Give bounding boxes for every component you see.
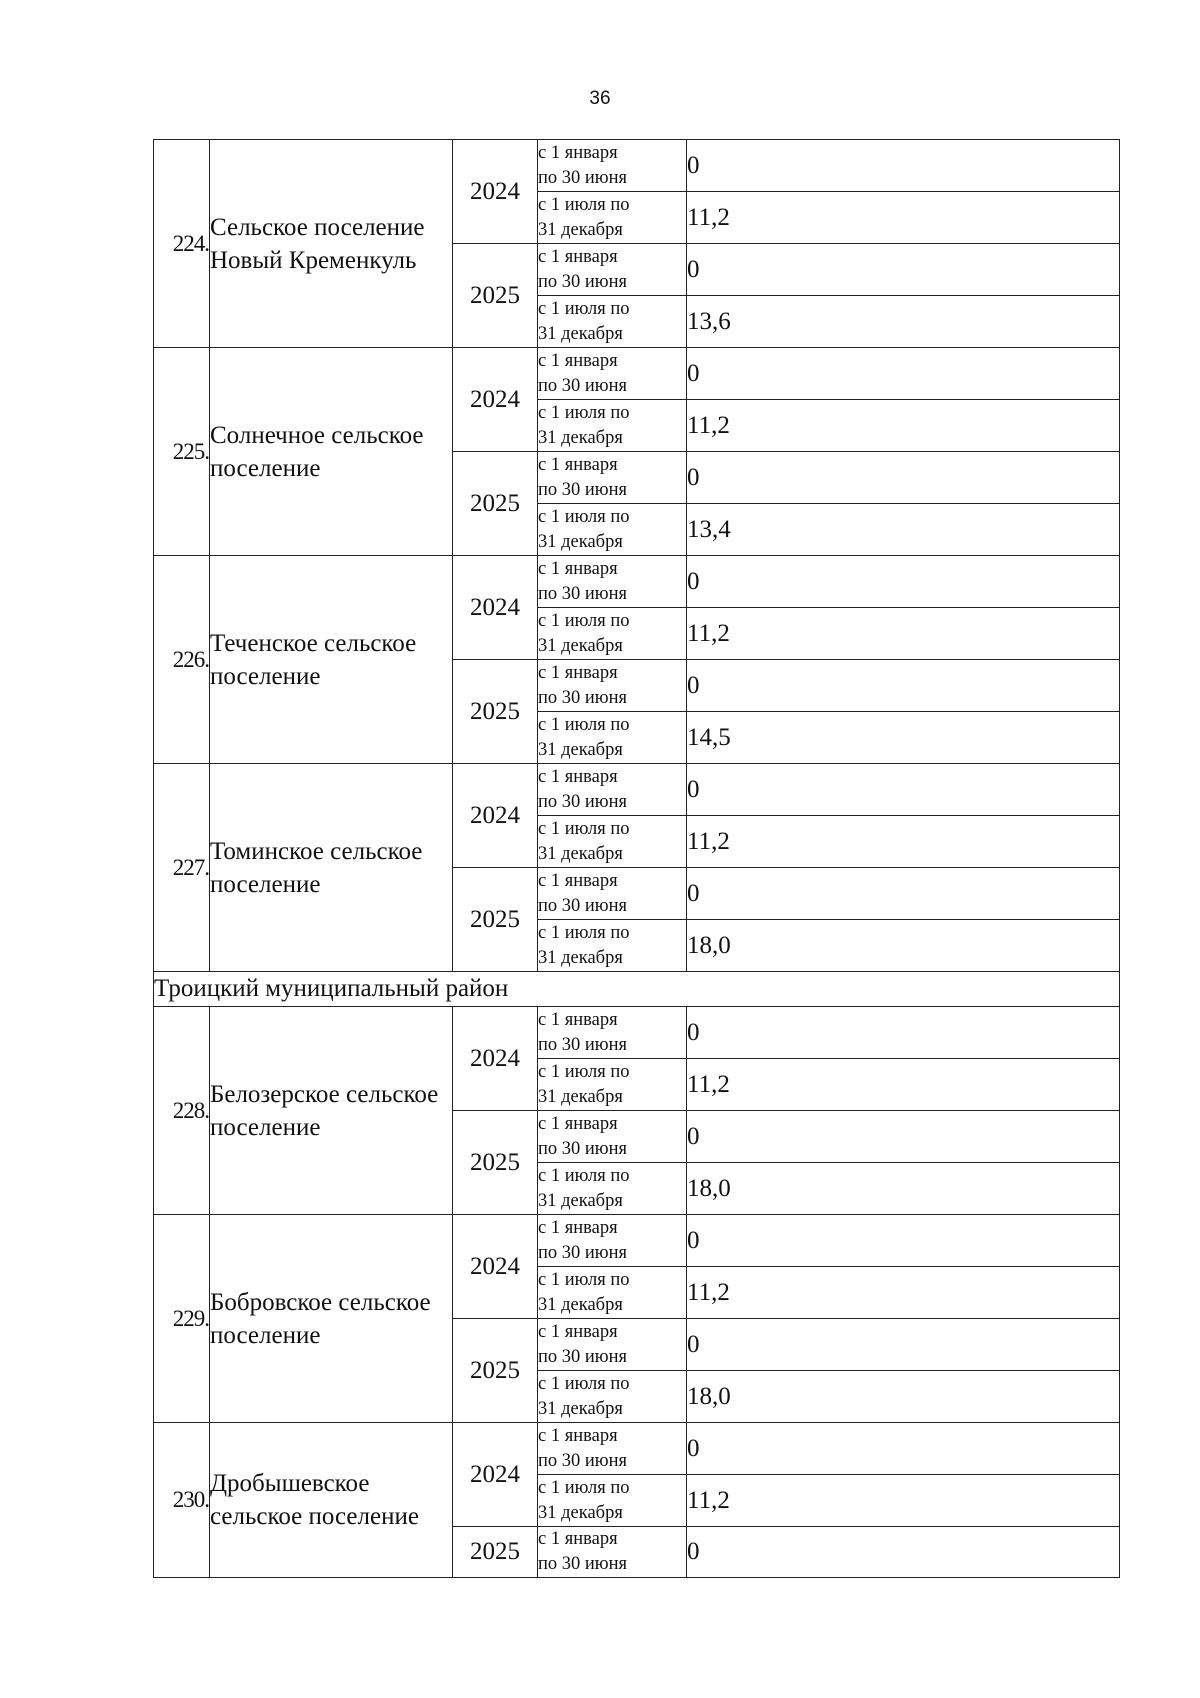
period-cell <box>538 868 687 920</box>
period-label: с 1 января по 30 июня <box>538 870 628 916</box>
year-cell: 2024 <box>453 1423 538 1527</box>
period-label: с 1 июля по 31 декабря <box>538 1477 630 1523</box>
year-cell: 2025 <box>453 452 538 556</box>
period-cell <box>538 1267 687 1319</box>
district-heading: Троицкий муниципальный район <box>154 972 1120 1007</box>
value-cell: 0 <box>687 1423 1120 1475</box>
year-cell: 2025 <box>453 1111 538 1215</box>
period-label: с 1 января по 30 июня <box>538 1113 628 1159</box>
settlement-name: Бобровское сельское поселение <box>210 1215 453 1423</box>
period-cell <box>538 764 687 816</box>
value-cell: 0 <box>687 868 1120 920</box>
period-label: с 1 января по 30 июня <box>538 1321 628 1367</box>
table-row <box>154 764 1120 816</box>
row-number: 227. <box>154 764 210 972</box>
period-cell <box>538 452 687 504</box>
period-cell <box>538 920 687 972</box>
period-cell <box>538 1319 687 1371</box>
page-number: 36 <box>589 88 611 109</box>
row-number: 224. <box>154 140 210 348</box>
row-number: 229. <box>154 1215 210 1423</box>
period-label: с 1 июля по 31 декабря <box>538 1269 630 1315</box>
value-cell: 11,2 <box>687 400 1120 452</box>
period-label: с 1 июля по 31 декабря <box>538 1165 630 1211</box>
value-cell: 0 <box>687 140 1120 192</box>
row-number: 230. <box>154 1423 210 1578</box>
period-cell <box>538 1163 687 1215</box>
period-label: с 1 января по 30 июня <box>538 246 628 292</box>
settlement-name: Белозерское сельское поселение <box>210 1007 453 1215</box>
period-label: с 1 июля по 31 декабря <box>538 922 630 968</box>
value-cell: 18,0 <box>687 1163 1120 1215</box>
settlement-name: Томинское сельское поселение <box>210 764 453 972</box>
period-label: с 1 января по 30 июня <box>538 662 628 708</box>
period-cell <box>538 504 687 556</box>
period-cell <box>538 608 687 660</box>
value-cell: 0 <box>687 1319 1120 1371</box>
tariff-table <box>153 139 1120 1578</box>
period-label: с 1 января по 30 июня <box>538 1009 628 1055</box>
value-cell: 0 <box>687 1111 1120 1163</box>
value-cell: 18,0 <box>687 920 1120 972</box>
period-cell <box>538 192 687 244</box>
value-cell: 14,5 <box>687 712 1120 764</box>
period-label: с 1 января по 30 июня <box>538 1425 628 1471</box>
year-cell: 2025 <box>453 1319 538 1423</box>
period-cell <box>538 1007 687 1059</box>
year-cell: 2025 <box>453 868 538 972</box>
period-cell <box>538 712 687 764</box>
period-label: с 1 июля по 31 декабря <box>538 1061 630 1107</box>
value-cell: 13,4 <box>687 504 1120 556</box>
period-cell <box>538 1059 687 1111</box>
period-cell <box>538 556 687 608</box>
year-cell: 2024 <box>453 1215 538 1319</box>
period-label: с 1 июля по 31 декабря <box>538 298 630 344</box>
period-cell <box>538 1215 687 1267</box>
value-cell: 0 <box>687 1007 1120 1059</box>
period-cell <box>538 1423 687 1475</box>
period-label: с 1 января по 30 июня <box>538 142 628 188</box>
value-cell: 0 <box>687 452 1120 504</box>
period-label: с 1 июля по 31 декабря <box>538 714 630 760</box>
settlement-name: Сельское поселение Новый Кременкуль <box>210 140 453 348</box>
row-number: 228. <box>154 1007 210 1215</box>
year-cell: 2024 <box>453 140 538 244</box>
value-cell: 13,6 <box>687 296 1120 348</box>
year-cell: 2024 <box>453 764 538 868</box>
period-label: с 1 июля по 31 декабря <box>538 194 630 240</box>
row-number: 225. <box>154 348 210 556</box>
value-cell: 18,0 <box>687 1371 1120 1423</box>
table-row <box>154 556 1120 608</box>
value-cell: 11,2 <box>687 608 1120 660</box>
value-cell: 0 <box>687 348 1120 400</box>
value-cell: 11,2 <box>687 816 1120 868</box>
value-cell: 11,2 <box>687 1267 1120 1319</box>
period-cell <box>538 1371 687 1423</box>
value-cell: 0 <box>687 556 1120 608</box>
value-cell: 0 <box>687 660 1120 712</box>
year-cell: 2024 <box>453 1007 538 1111</box>
period-label: с 1 июля по 31 декабря <box>538 1373 630 1419</box>
period-cell <box>538 1527 687 1578</box>
period-cell <box>538 348 687 400</box>
year-cell: 2024 <box>453 556 538 660</box>
year-cell: 2025 <box>453 244 538 348</box>
period-cell <box>538 244 687 296</box>
value-cell: 11,2 <box>687 1059 1120 1111</box>
table-row <box>154 1007 1120 1059</box>
period-cell <box>538 660 687 712</box>
period-label: с 1 июля по 31 декабря <box>538 506 630 552</box>
period-cell <box>538 1475 687 1527</box>
table-row <box>154 1215 1120 1267</box>
period-cell <box>538 140 687 192</box>
value-cell: 0 <box>687 1215 1120 1267</box>
period-label: с 1 января по 30 июня <box>538 558 628 604</box>
table-row <box>154 140 1120 192</box>
settlement-name: Теченское сельское поселение <box>210 556 453 764</box>
value-cell: 0 <box>687 244 1120 296</box>
tariff-table-body <box>154 140 1120 1578</box>
period-label: с 1 января по 30 июня <box>538 766 628 812</box>
settlement-name: Дробышевское сельское поселение <box>210 1423 453 1578</box>
period-cell <box>538 296 687 348</box>
year-cell: 2025 <box>453 1527 538 1578</box>
period-label: с 1 июля по 31 декабря <box>538 610 630 656</box>
period-label: с 1 января по 30 июня <box>538 1217 628 1263</box>
period-label: с 1 июля по 31 декабря <box>538 402 630 448</box>
table-row <box>154 348 1120 400</box>
table-row <box>154 1423 1120 1475</box>
period-cell <box>538 1111 687 1163</box>
row-number: 226. <box>154 556 210 764</box>
value-cell: 11,2 <box>687 192 1120 244</box>
value-cell: 11,2 <box>687 1475 1120 1527</box>
period-label: с 1 января по 30 июня <box>538 454 628 500</box>
value-cell: 0 <box>687 764 1120 816</box>
period-cell <box>538 816 687 868</box>
year-cell: 2025 <box>453 660 538 764</box>
period-label: с 1 июля по 31 декабря <box>538 818 630 864</box>
period-label: с 1 января по 30 июня <box>538 350 628 396</box>
settlement-name: Солнечное сельское поселение <box>210 348 453 556</box>
period-label: с 1 января по 30 июня <box>538 1529 628 1574</box>
value-cell: 0 <box>687 1527 1120 1578</box>
period-cell <box>538 400 687 452</box>
district-row <box>154 972 1120 1007</box>
year-cell: 2024 <box>453 348 538 452</box>
